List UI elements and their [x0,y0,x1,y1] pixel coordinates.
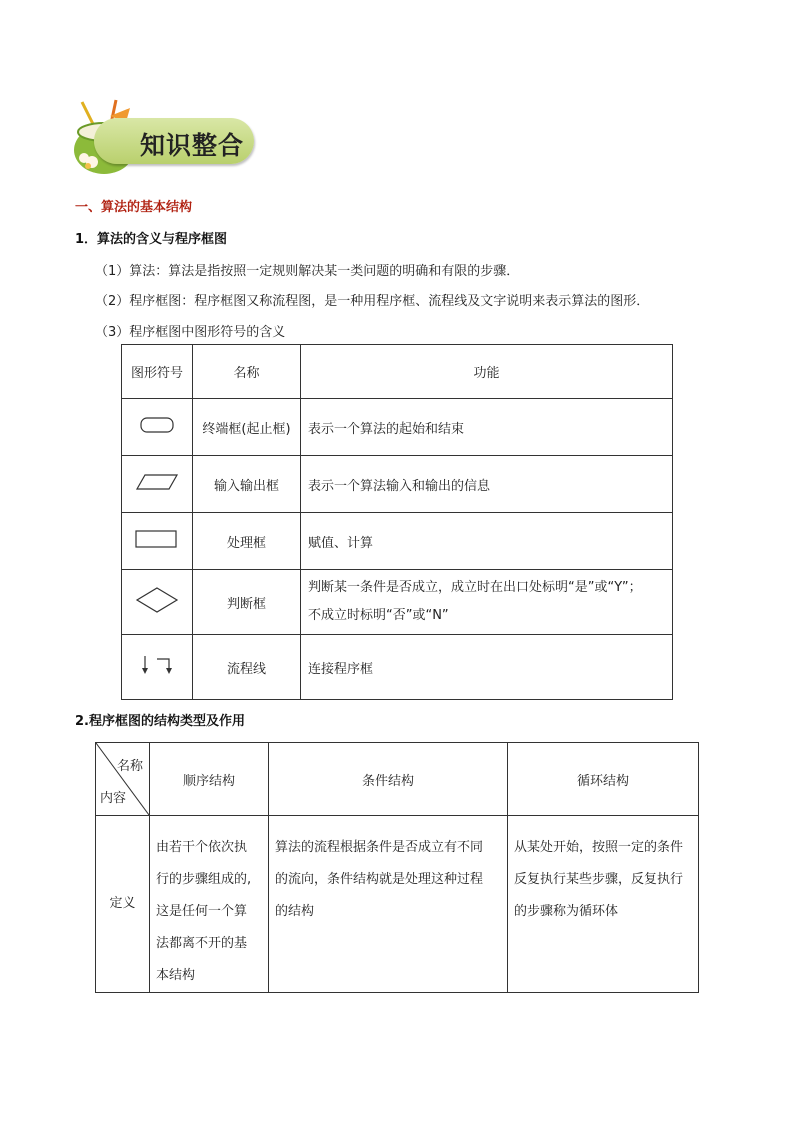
symbol-function: 赋值、计算 [301,513,673,570]
section-banner [70,98,260,178]
definition-line: 由若干个依次执 [156,840,248,855]
table-row [122,399,673,456]
table-header: 循环结构 [508,743,699,816]
table-row [122,456,673,513]
definition-line: 从某处开始，按照一定的条件 [514,840,684,855]
symbol-cell [122,456,193,513]
subsection-title: 2.程序框图的结构类型及作用 [75,714,245,729]
table-header-row [96,743,699,816]
symbol-name: 终端框(起止框) [193,399,301,456]
corner-bottom-label: 内容 [100,791,127,806]
symbol-table [121,344,673,700]
corner-top-label: 名称 [116,759,143,774]
definition-line: 行的步骤组成的, [156,872,252,887]
symbol-function: 表示一个算法的起始和结束 [301,399,673,456]
symbol-name: 流程线 [193,635,301,700]
definition-line: 反复执行某些步骤，反复执行 [514,872,684,887]
paragraph-flowchart: （2）程序框图：程序框图又称流程图，是一种用程序框、流程线及文字说明来表示算法的图形． [95,294,650,309]
symbol-name: 处理框 [193,513,301,570]
table-header: 条件结构 [269,743,508,816]
symbol-name: 输入输出框 [193,456,301,513]
table-header: 功能 [301,345,673,399]
corner-cell [96,743,150,816]
symbol-name: 判断框 [193,570,301,635]
parallelogram-icon [133,472,181,492]
table-row [96,816,699,993]
table-header: 顺序结构 [150,743,269,816]
definition-line: 的步骤称为循环体 [514,904,619,919]
rectangle-icon [132,528,182,550]
subsection-title: 1．算法的含义与程序框图 [75,232,228,247]
function-line: 不成立时标明“否”或“N” [308,608,449,623]
table-row [122,635,673,700]
table-header: 名称 [193,345,301,399]
banner-title: 知识整合 [140,131,245,160]
row-label: 定义 [109,895,136,911]
flowline-icon [135,653,179,677]
symbol-cell [122,399,193,456]
definition-line: 法都离不开的基 [156,936,248,951]
symbol-cell [122,513,193,570]
definition-cell [150,816,269,993]
paragraph-symbols: （3）程序框图中图形符号的含义 [95,325,286,340]
definition-line: 本结构 [156,968,196,983]
function-line: 判断某一条件是否成立，成立时在出口处标明“是”或“Y”； [308,580,642,595]
diamond-icon [133,585,181,615]
table-row [122,570,673,635]
table-header: 图形符号 [122,345,193,399]
section-title: 一、算法的基本结构 [75,200,193,215]
paragraph-algorithm: （1）算法：算法是指按照一定规则解决某一类问题的明确和有限的步骤． [95,264,520,279]
structure-table [95,742,699,993]
definition-cell [508,816,699,993]
table-header-row [122,345,673,399]
symbol-function: 表示一个算法输入和输出的信息 [301,456,673,513]
row-label-cell [96,816,150,993]
terminal-icon [137,415,177,435]
symbol-cell [122,570,193,635]
definition-line: 的流向，条件结构就是处理这种过程 [275,872,484,887]
definition-line: 的结构 [275,904,315,919]
definition-line: 这是任何一个算 [156,904,248,919]
definition-cell [269,816,508,993]
symbol-function: 连接程序框 [301,635,673,700]
definition-line: 算法的流程根据条件是否成立有不同 [275,840,484,855]
symbol-cell [122,635,193,700]
symbol-function [301,570,673,635]
table-row [122,513,673,570]
